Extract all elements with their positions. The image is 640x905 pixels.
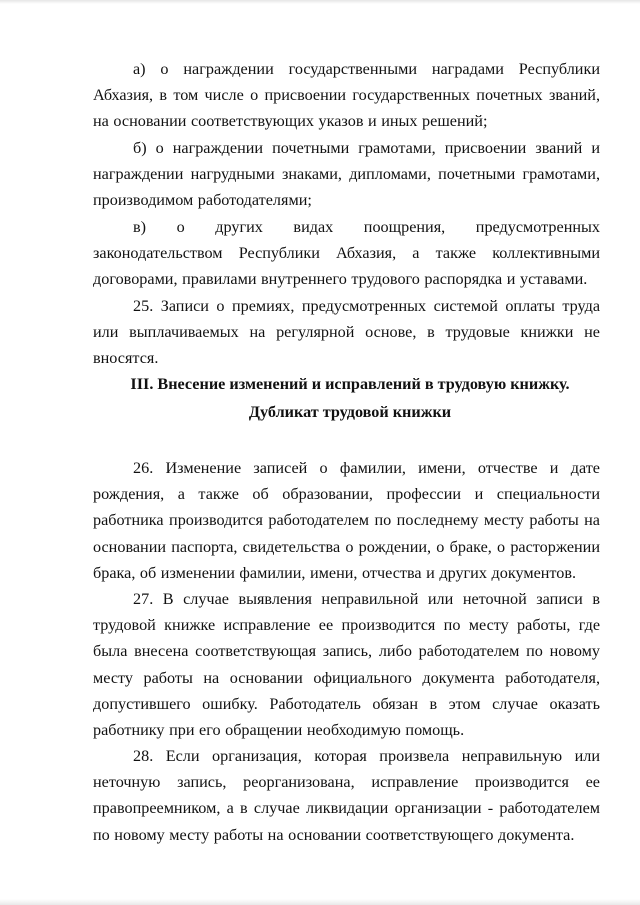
paragraph-b: б) о награждении почетными грамотами, присвоении званий и награждении нагрудными знаками, дипломами, почетными грамотами, производимом работодателями; bbox=[93, 139, 600, 210]
page-top-edge bbox=[0, 0, 640, 4]
section-heading-line1: III. Внесение изменений и исправлений в трудовую книжку. bbox=[130, 375, 570, 393]
paragraph-25: 25. Записи о премиях, предусмотренных системой оплаты труда или выплачиваемых на регулярной основе, в трудовые книжки не вносятся. bbox=[93, 297, 600, 368]
paragraph-v: в) о других видах поощрения, предусмотренных законодательством Республики Абхазия, а также коллективными договорами, правилами внутреннего трудового распорядка и уставами. bbox=[93, 218, 600, 289]
paragraph-28: 28. Если организация, которая произвела неправильную или неточную запись, реорганизована, исправление производится ее правопреемником, а в случае ликвидации организации - работодателем по новому месту работы на основании соответствующего документа. bbox=[93, 747, 600, 844]
paragraph-27: 27. В случае выявления неправильной или неточной записи в трудовой книжке исправление ее производится по месту работы, где была внесена соответствующая запись, либо работодателем по новому месту работы на основании официального документа работодателя, допустившего ошибку. Работодатель обязан в этом случае оказать работнику при его обращении необходимую помощь. bbox=[93, 590, 600, 740]
paragraph-a: а) о награждении государственными наградами Республики Абхазия, в том числе о присвоении государственных почетных званий, на основании соответствующих указов и иных решений; bbox=[93, 60, 600, 131]
paragraph-26: 26. Изменение записей о фамилии, имени, отчестве и дате рождения, а также об образовании, профессии и специальности работника производится работодателем по последнему месту работы на основании паспорта, свидетельства о рождении, о браке, о расторжении брака, об изменении фамилии, имени, отчества и других документов. bbox=[93, 459, 600, 582]
page-bottom-edge bbox=[0, 899, 640, 905]
section-heading-line2: Дубликат трудовой книжки bbox=[248, 403, 452, 421]
